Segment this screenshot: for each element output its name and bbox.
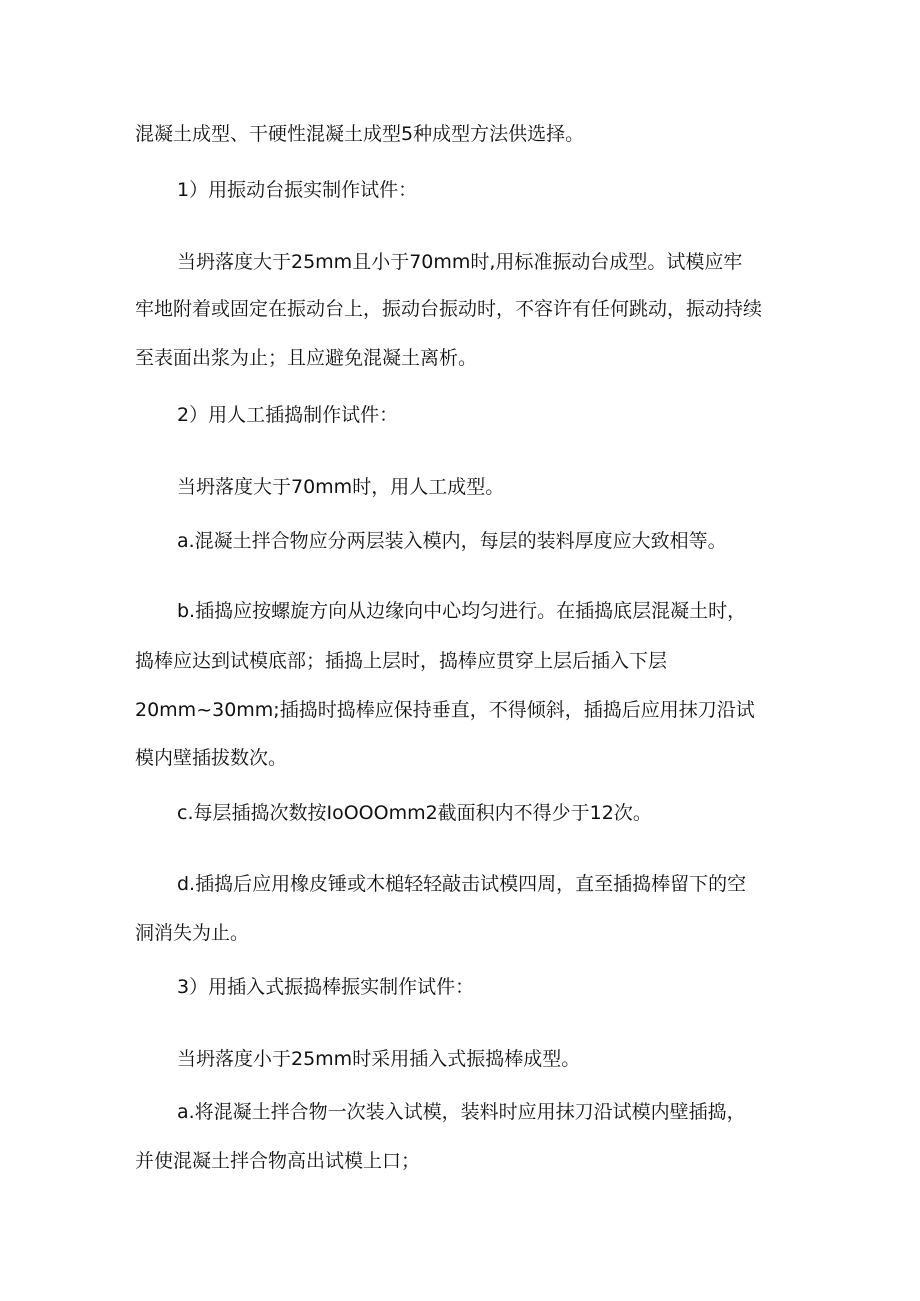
paragraph-line: 洞消失为止。 (135, 922, 250, 944)
paragraph-line: d.插捣后应用橡皮锤或木槌轻轻敲击试模四周，直至插捣棒留下的空 (177, 873, 747, 895)
paragraph-line: 20mm~30mm;插捣时捣棒应保持垂直，不得倾斜，插捣后应用抹刀沿试 (135, 699, 755, 721)
paragraph-line: 并使混凝土拌合物高出试模上口； (135, 1150, 421, 1172)
paragraph-line: 当坍落度大于70mm时，用人工成型。 (177, 476, 505, 498)
paragraph-line: 混凝土成型、干硬性混凝土成型5种成型方法供选择。 (135, 123, 585, 145)
paragraph-line: 当坍落度大于25mm且小于70mm时,用标准振动台成型。试模应牢 (177, 251, 743, 273)
paragraph-line: 至表面出浆为止；且应避免混凝土离析。 (135, 347, 478, 369)
section-heading: 2）用人工插捣制作试件： (177, 404, 399, 426)
section-heading: 1）用振动台振实制作试件： (177, 179, 418, 201)
section-heading: 3）用插入式振捣棒振实制作试件： (177, 976, 475, 998)
paragraph-line: 捣棒应达到试模底部；插捣上层时，捣棒应贯穿上层后插入下层 (135, 650, 668, 672)
paragraph-line: a.混凝土拌合物应分两层装入模内，每层的装料厚度应大致相等。 (177, 530, 727, 552)
paragraph-line: 模内壁插拔数次。 (135, 747, 288, 769)
paragraph-line: c.每层插捣次数按IoOOOmm2截面积内不得少于12次。 (177, 802, 652, 824)
paragraph-line: 牢地附着或固定在振动台上，振动台振动时，不容许有任何跳动，振动持续 (135, 298, 763, 320)
paragraph-line: b.插捣应按螺旋方向从边缘向中心均匀进行。在插捣底层混凝土时， (177, 600, 747, 622)
paragraph-line: a.将混凝土拌合物一次装入试模，装料时应用抹刀沿试模内壁插捣， (177, 1101, 746, 1123)
paragraph-line: 当坍落度小于25mm时采用插入式振捣棒成型。 (177, 1048, 581, 1070)
